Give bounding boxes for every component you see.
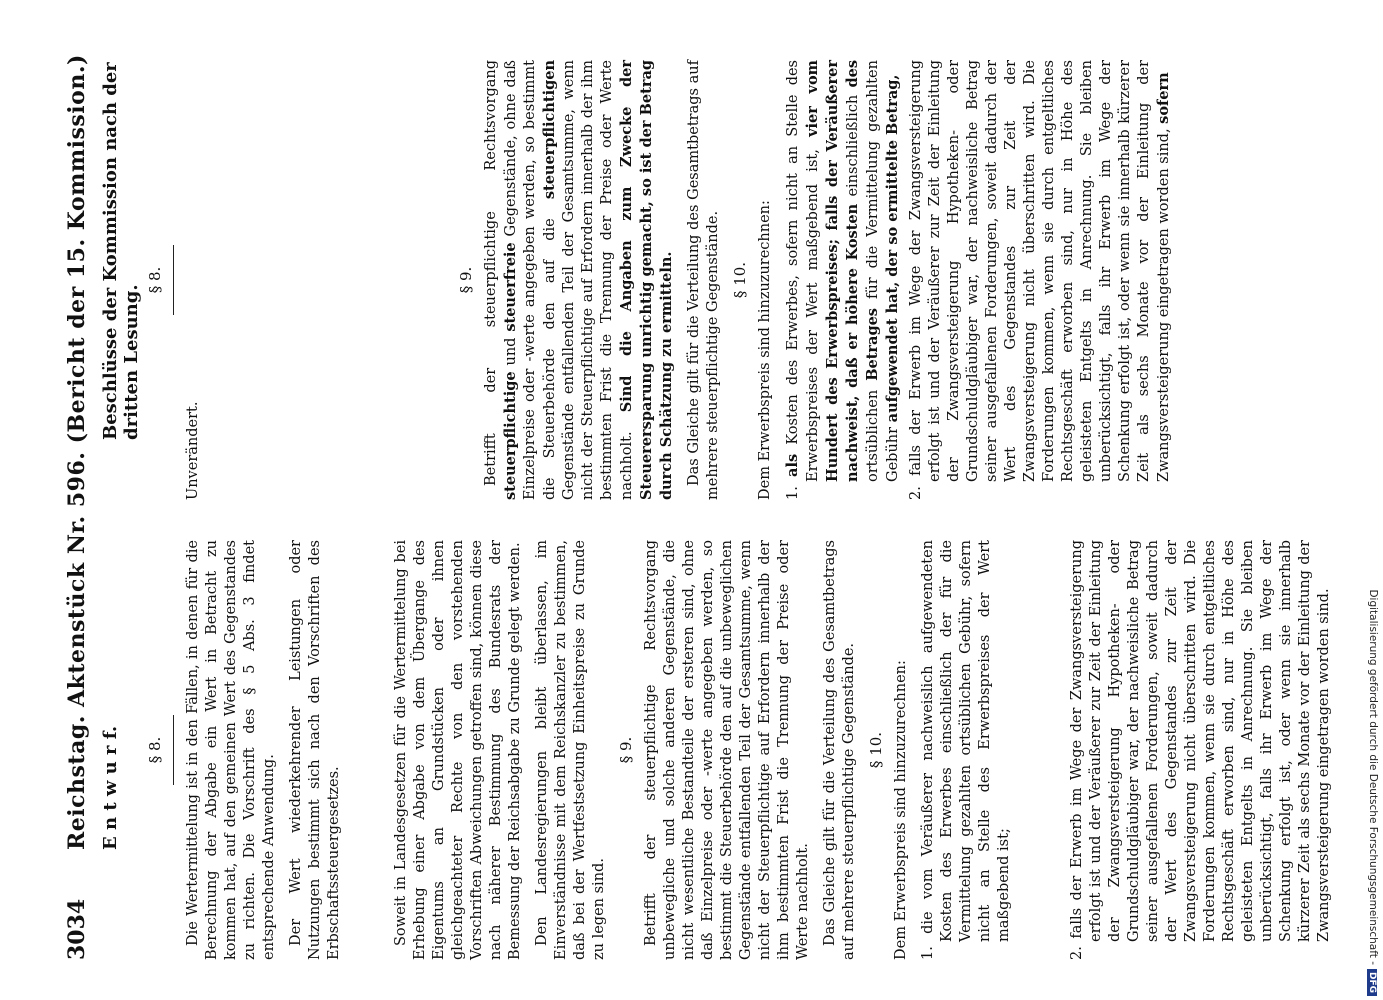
paragraph: Unverändert. <box>185 401 201 500</box>
text-run: Betrifft der steuerpflichtige Rechtsvorgang <box>483 60 499 486</box>
section-8-title: § 8. <box>146 266 164 294</box>
text-run: ortsüblichen <box>865 380 881 482</box>
text-run: 1. <box>785 476 801 500</box>
paragraph: Der Wert wiederkehrender Leistungen oder Nutzungen bestimmt sich nach den Vorschriften des Erbschaftssteuergesetzes. <box>288 540 342 960</box>
bold-text: steuerpflichtige <box>502 371 519 500</box>
paragraph: Dem Erwerbspreis sind hinzuzurechnen: <box>757 200 773 500</box>
page-header <box>58 40 98 960</box>
section-10-title: § 10. <box>867 731 885 769</box>
right-column <box>140 60 1178 500</box>
right-column-heading: Beschlüsse der Kommission nach der dritten Lesung. <box>100 62 142 440</box>
bold-text: als <box>784 453 801 477</box>
section-8-title: § 8. <box>146 736 164 764</box>
dfg-credit-label: Digitalisierung gefördert durch die Deutsche Forschungsgemeinschaft - <box>1367 589 1379 965</box>
section-9-title: § 9. <box>457 266 475 294</box>
list-item: 1. die vom Veräußerer nachweislich aufgewendeten Kosten des Erwerbes einschließlich der für die Vermittelung gezahlten ortsüblichen Gebühr, sofern nicht an Stelle des Erwerbspreises der Wert maßgebend ist; <box>920 540 1012 960</box>
page-title: Reichstag. Aktenstück Nr. 596. (Bericht der 15. Kommission.) <box>64 54 90 850</box>
paragraph: Betrifft der steuerpflichtige Rechtsvorgang unbewegliche und solche anderen Gegenstände, die nicht wesentliche Bestandteile der ersteren sind, ohne daß Einzelpreise oder -werte angegeben werden, so bestimmt die Steuerbehörde den auf die unbeweglichen Gegenstände entfallenden Teil der Gesamtsumme, wenn nicht der Steuerpflichtige auf Erfordern innerhalb der ihm bestimmten Frist die Trennung der Preise oder Werte nachholt. <box>643 540 811 960</box>
bold-text: steuerfreie <box>502 242 519 332</box>
list-item <box>907 60 1174 500</box>
dfg-credit-text <box>1365 6 1379 996</box>
bold-text: Sind die Angaben zum Zwecke der Steuerersparung unrichtig gemacht, so ist der Betrag durch Schätzung zu ermitteln. <box>618 60 675 500</box>
left-column <box>140 540 1338 960</box>
text-run: und <box>503 331 519 372</box>
paragraph: Dem Erwerbspreis sind hinzuzurechnen: <box>893 660 909 960</box>
bold-text: aufgewendet hat, der so ermittelte Betrag, <box>884 74 901 423</box>
paragraph: Das Gleiche gilt für die Verteilung des Gesamtbetrags auf mehrere steuerpflichtige Gegenstände. <box>686 60 721 500</box>
paragraph: Soweit in Landesgesetzen für die Wertermittelung bei Erhebung einer Abgabe von dem Übergange des Eigentums an Grundstücken oder ihnen gleichgeachteter Rechte von den vorstehenden Vorschriften Abweichungen getroffen sind, können diese nach näherer Bestimmung des Bundesrats der Bemessung der Reichsabgabe zu Grunde gelegt werden. <box>393 540 523 960</box>
dfg-logo: DFG <box>1367 969 1377 996</box>
text-run: für die Vermittelung gezahlten Gebühr <box>865 60 901 482</box>
bold-text: des <box>844 60 861 88</box>
section-divider <box>173 715 174 785</box>
text-run: Gegenstände, ohne daß Einzelpreise oder -werte angegeben werden, so bestimmt die Steuerbehörde den auf die <box>503 60 558 500</box>
text-run: 2. falls der Erwerb im Wege der Zwangsversteigerung erfolgt ist und der Veräußerer zur Zeit der Einleitung der Zwangsversteigerung Hypotheken- oder Grundschuldgläubiger war, der nachweisliche Betrag seiner ausgefallenen Forderungen, soweit dadurch der Wert des Gegenstandes zur Zeit der Zwangsversteigerung nicht überschritten wird. Die Forderungen kommen, wenn sie durch entgeltliches Rechtsgeschäft erworben sind, nur in Höhe des geleisteten Entgelts in Anrechnung. Sie bleiben unberücksichtigt, falls ihr Erwerb im Wege der Schenkung erfolgt ist, oder wenn sie innerhalb kürzerer Zeit als sechs Monate vor der Einleitung der Zwangsversteigerung eingetragen worden sind, <box>908 60 1172 500</box>
text-run: einschließlich <box>845 87 861 204</box>
paragraph <box>482 60 677 500</box>
text-run: Gegenstände entfallenden Teil der Gesamtsumme, wenn nicht der Steuerpflichtige auf Erfordern innerhalb der ihm bestimmten Frist die Trennung der Preise oder Werte nachholt. <box>561 60 635 500</box>
text-run: Kosten des Erwerbes, sofern nicht an Stelle des Erwerbspreises der Wert maßgebend ist, <box>785 59 821 482</box>
section-9-title: § 9. <box>617 736 635 764</box>
dfg-credit <box>1365 6 1379 996</box>
paragraph: Die Wertermittelung ist in den Fällen, in denen für die Berechnung der Abgabe ein Wert in Betracht zu kommen hat, auf den gemeinen Wert des Gegenstandes zu richten. Die Vorschrift des § 5 Abs. 3 findet entsprechende Anwendung. <box>185 540 277 960</box>
bold-text: Betrages <box>864 308 881 381</box>
section-divider <box>173 245 174 315</box>
section-10-title: § 10. <box>731 261 749 299</box>
list-item <box>783 60 903 500</box>
bold-text: vier vom Hundert des Erwerbspreises; falls der Veräußerer nachweist, daß er höhere Kosten <box>804 60 861 482</box>
bold-text: sofern <box>1155 72 1172 124</box>
page-number: 3034 <box>64 898 90 960</box>
left-column-heading: E n t w u r f. <box>100 725 121 850</box>
paragraph: Den Landesregierungen bleibt überlassen, im Einverständnisse mit dem Reichskanzler zu bestimmen, daß bei der Wertfestsetzung Einheitspreise zu Grunde zu legen sind. <box>534 540 607 960</box>
paragraph: Das Gleiche gilt für die Verteilung des Gesamtbetrags auf mehrere steuerpflichtige Gegenstände. <box>822 540 857 960</box>
bold-text: steuerpflichtigen <box>541 60 558 200</box>
list-item: 2. falls der Erwerb im Wege der Zwangsversteigerung erfolgt ist und der Veräußerer zur Zeit der Einleitung der Zwangsversteigerung Hypotheken- oder Grundschuldgläubiger war, der nachweisliche Betrag seiner ausgefallenen Forderungen, soweit dadurch der Wert des Gegenstandes zur Zeit der Zwangsversteigerung nicht überschritten wird. Die Forderungen kommen, wenn sie durch entgeltliches Rechtsgeschäft erworben sind, nur in Höhe des geleisteten Entgelts in Anrechnung. Sie bleiben unberücksichtigt, falls ihr Erwerb im Wege der Schenkung erfolgt ist, oder wenn sie innerhalb kürzerer Zeit als sechs Monate vor der Einleitung der Zwangsversteigerung eingetragen worden sind. <box>1069 540 1332 960</box>
